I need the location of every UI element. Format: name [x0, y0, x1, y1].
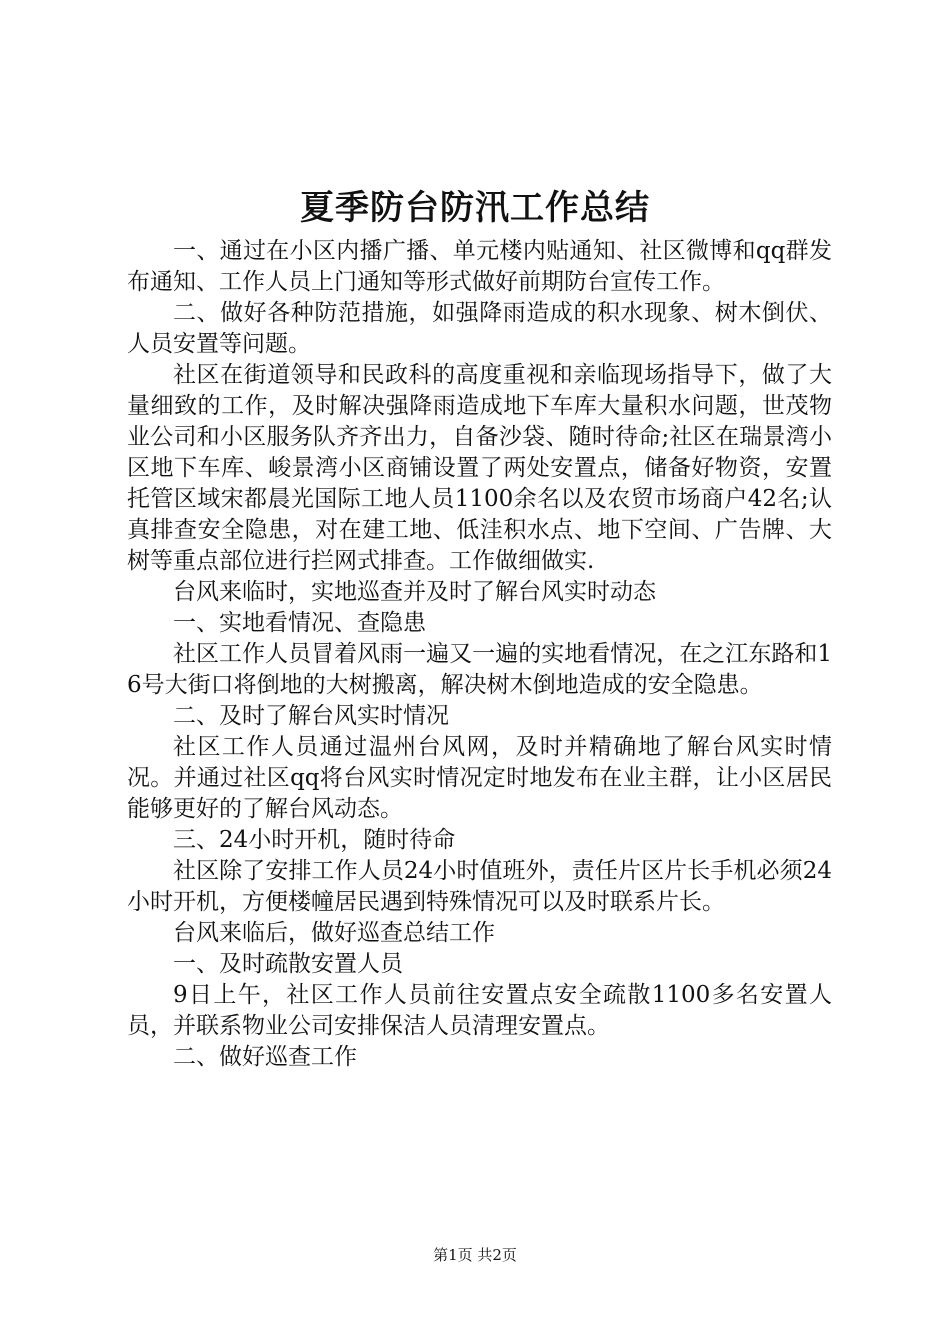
document-body: [127, 236, 832, 1073]
paragraph: 9日上午，社区工作人员前往安置点安全疏散1100多名安置人员，并联系物业公司安排保洁人员清理安置点。: [127, 982, 832, 1039]
subsection-heading: 一、实地看情况、查隐患: [173, 610, 426, 636]
paragraph: 社区工作人员通过温州台风网，及时并精确地了解台风实时情况。并通过社区qq将台风实时情况定时地发布在业主群，让小区居民能够更好的了解台风动态。: [127, 734, 832, 822]
paragraph: 社区在街道领导和民政科的高度重视和亲临现场指导下，做了大量细致的工作，及时解决强降雨造成地下车库大量积水问题，世茂物业公司和小区服务队齐齐出力，自备沙袋、随时待命;社区在瑞景湾小区地下车库、峻景湾小区商铺设置了两处安置点，储备好物资，安置托管区域宋都晨光国际工地人员1100余名以及农贸市场商户42名;认真排查安全隐患，对在建工地、低洼积水点、地下空间、广告牌、大树等重点部位进行拦网式排查。工作做细做实.: [127, 362, 832, 574]
paragraph: 社区工作人员冒着风雨一遍又一遍的实地看情况，在之江东路和16号大街口将倒地的大树搬离，解决树木倒地造成的安全隐患。: [127, 641, 832, 698]
subsection-heading: 二、及时了解台风实时情况: [173, 703, 449, 729]
page-number-footer: 第1页 共2页: [433, 1246, 517, 1264]
section-heading: 台风来临时，实地巡查并及时了解台风实时动态: [173, 579, 656, 605]
paragraph: 二、做好各种防范措施，如强降雨造成的积水现象、树木倒伏、人员安置等问题。: [127, 300, 832, 357]
document-title: 夏季防台防汛工作总结: [300, 188, 650, 228]
section-heading: 台风来临后，做好巡查总结工作: [173, 920, 495, 946]
paragraph: 社区除了安排工作人员24小时值班外，责任片区片长手机必须24小时开机，方便楼幢居民遇到特殊情况可以及时联系片长。: [127, 858, 832, 915]
subsection-heading: 二、做好巡查工作: [173, 1044, 357, 1070]
paragraph: 一、通过在小区内播广播、单元楼内贴通知、社区微博和qq群发布通知、工作人员上门通知等形式做好前期防台宣传工作。: [127, 238, 832, 295]
subsection-heading: 三、24小时开机，随时待命: [173, 827, 456, 853]
subsection-heading: 一、及时疏散安置人员: [173, 951, 403, 977]
